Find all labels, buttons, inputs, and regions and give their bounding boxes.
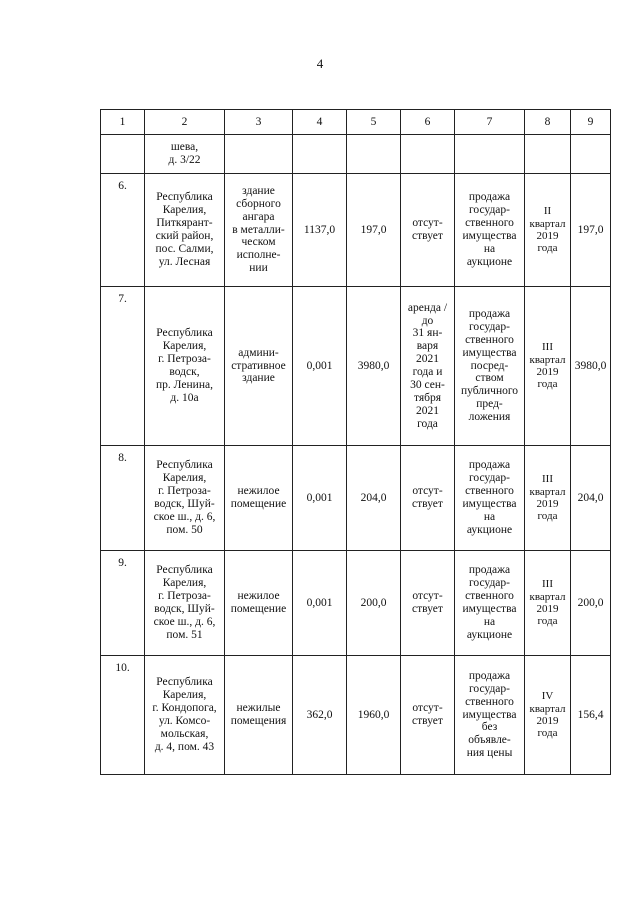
- area-cell: 200,0: [347, 551, 401, 656]
- object-type-cell: [225, 135, 293, 174]
- column-header: 1: [101, 110, 145, 135]
- column-header: 9: [571, 110, 611, 135]
- encumbrance-cell: отсут- ствует: [401, 656, 455, 775]
- column-header: 2: [145, 110, 225, 135]
- column-header: 6: [401, 110, 455, 135]
- total-cell: 197,0: [571, 174, 611, 287]
- address-cell: Республика Карелия, г. Петроза- водск, пр. Ленина, д. 10а: [145, 287, 225, 446]
- row-number-cell: 6.: [101, 174, 145, 287]
- column-header: 3: [225, 110, 293, 135]
- encumbrance-cell: отсут- ствует: [401, 551, 455, 656]
- value-cell: [293, 135, 347, 174]
- encumbrance-cell: отсут- ствует: [401, 174, 455, 287]
- period-cell: II квартал 2019 года: [525, 174, 571, 287]
- sale-method-cell: продажа государ- ственного имущества на аукционе: [455, 551, 525, 656]
- encumbrance-cell: аренда / до 31 ян- варя 2021 года и 30 сен- тября 2021 года: [401, 287, 455, 446]
- total-cell: [571, 135, 611, 174]
- area-cell: 204,0: [347, 446, 401, 551]
- table-row: [101, 135, 611, 174]
- area-cell: 197,0: [347, 174, 401, 287]
- address-cell: Республика Карелия, г. Петроза- водск, Шуй- ское ш., д. 6, пом. 51: [145, 551, 225, 656]
- object-type-cell: нежилое помещение: [225, 446, 293, 551]
- value-cell: 0,001: [293, 287, 347, 446]
- column-header: 7: [455, 110, 525, 135]
- period-cell: IV квартал 2019 года: [525, 656, 571, 775]
- table-row: [101, 287, 611, 446]
- row-number-cell: 8.: [101, 446, 145, 551]
- page-number: 4: [316, 56, 324, 71]
- sale-method-cell: продажа государ- ственного имущества посред- ством публичного пред- ложения: [455, 287, 525, 446]
- value-cell: 1137,0: [293, 174, 347, 287]
- column-header: 5: [347, 110, 401, 135]
- table-row: [101, 174, 611, 287]
- sale-method-cell: [455, 135, 525, 174]
- table-row: [101, 551, 611, 656]
- property-table: [100, 109, 611, 775]
- object-type-cell: нежилое помещение: [225, 551, 293, 656]
- total-cell: 204,0: [571, 446, 611, 551]
- address-cell: Республика Карелия, г. Петроза- водск, Шуй- ское ш., д. 6, пом. 50: [145, 446, 225, 551]
- address-cell: Республика Карелия, г. Кондопога, ул. Комсо- мольская, д. 4, пом. 43: [145, 656, 225, 775]
- area-cell: [347, 135, 401, 174]
- area-cell: 3980,0: [347, 287, 401, 446]
- row-number-cell: 9.: [101, 551, 145, 656]
- encumbrance-cell: отсут- ствует: [401, 446, 455, 551]
- address-cell: шева, д. 3/22: [145, 135, 225, 174]
- column-header: 4: [293, 110, 347, 135]
- row-number-cell: [101, 135, 145, 174]
- area-cell: 1960,0: [347, 656, 401, 775]
- row-number-cell: 10.: [101, 656, 145, 775]
- sale-method-cell: продажа государ- ственного имущества на аукционе: [455, 446, 525, 551]
- object-type-cell: нежилые помещения: [225, 656, 293, 775]
- object-type-cell: здание сборного ангара в металли- ческом исполне- нии: [225, 174, 293, 287]
- total-cell: 3980,0: [571, 287, 611, 446]
- value-cell: 0,001: [293, 446, 347, 551]
- total-cell: 200,0: [571, 551, 611, 656]
- header-row: [101, 110, 611, 135]
- period-cell: III квартал 2019 года: [525, 446, 571, 551]
- object-type-cell: админи- стративное здание: [225, 287, 293, 446]
- period-cell: [525, 135, 571, 174]
- total-cell: 156,4: [571, 656, 611, 775]
- address-cell: Республика Карелия, Питкярант- ский район, пос. Салми, ул. Лесная: [145, 174, 225, 287]
- sale-method-cell: продажа государ- ственного имущества на аукционе: [455, 174, 525, 287]
- table-row: [101, 656, 611, 775]
- period-cell: III квартал 2019 года: [525, 551, 571, 656]
- period-cell: III квартал 2019 года: [525, 287, 571, 446]
- value-cell: 362,0: [293, 656, 347, 775]
- column-header: 8: [525, 110, 571, 135]
- row-number-cell: 7.: [101, 287, 145, 446]
- encumbrance-cell: [401, 135, 455, 174]
- sale-method-cell: продажа государ- ственного имущества без объявле- ния цены: [455, 656, 525, 775]
- table-row: [101, 446, 611, 551]
- value-cell: 0,001: [293, 551, 347, 656]
